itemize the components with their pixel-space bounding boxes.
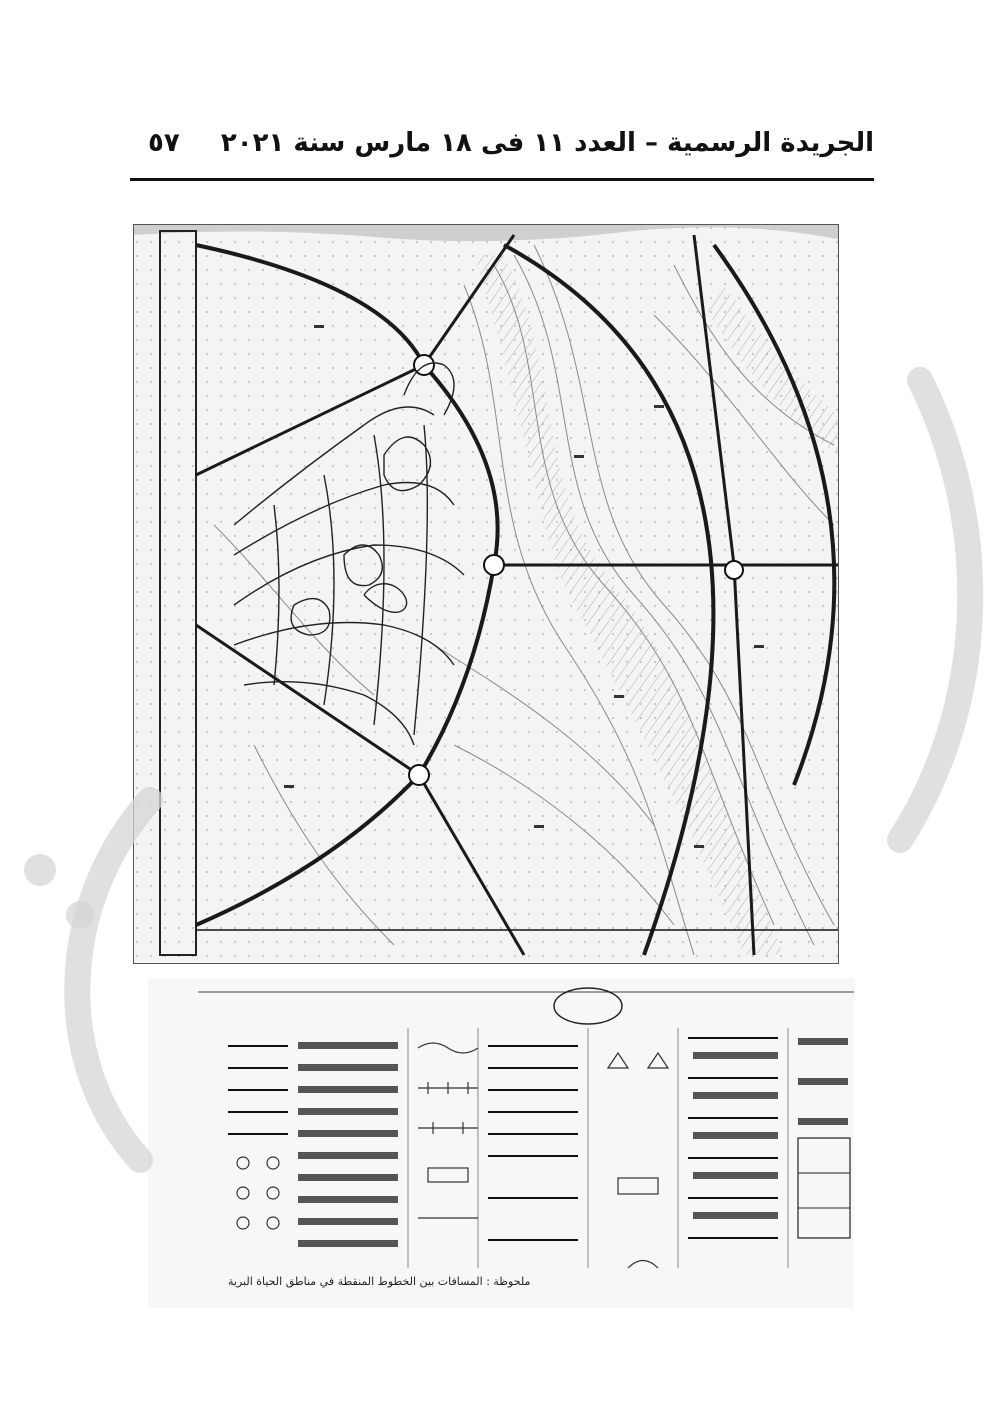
map-drawing bbox=[134, 225, 838, 963]
city-plan-map bbox=[133, 224, 839, 964]
page-header bbox=[130, 128, 874, 164]
page-number: ٥٧ bbox=[148, 128, 180, 158]
map-legend bbox=[148, 978, 854, 1308]
legend-table bbox=[148, 978, 854, 1308]
header-rule bbox=[130, 178, 874, 181]
gazette-title: الجريدة الرسمية – العدد ١١ فى ١٨ مارس سنة ٢٠٢١ bbox=[220, 128, 874, 158]
legend-footnote: ملحوظة : المسافات بين الخطوط المنقطة في مناطق الحياة البرية bbox=[228, 1275, 531, 1288]
